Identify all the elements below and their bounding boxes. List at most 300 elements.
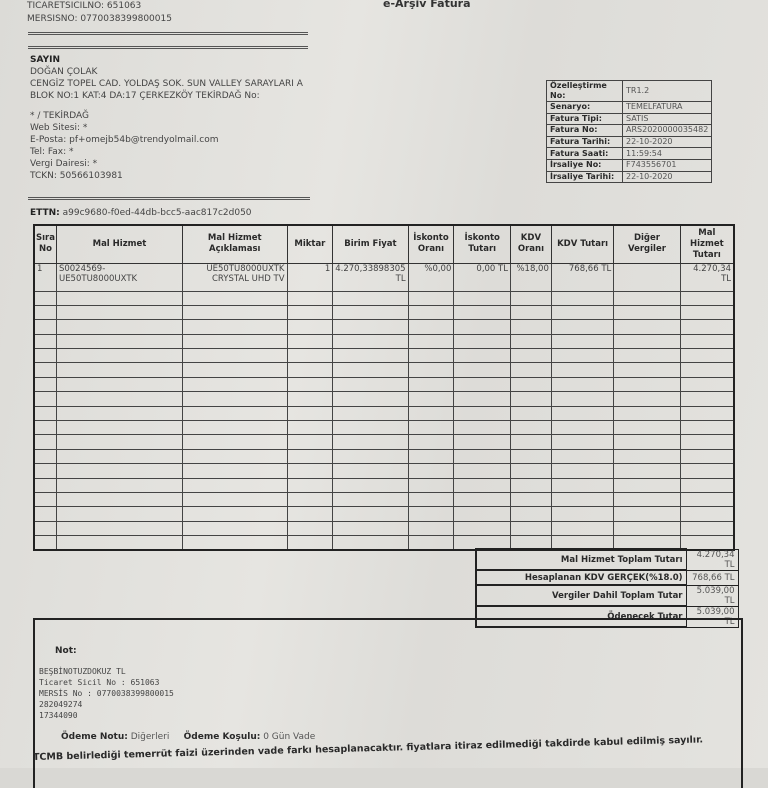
empty-cell <box>680 349 734 363</box>
empty-cell <box>510 492 551 506</box>
document-title: e-Arşiv Fatura <box>383 0 471 10</box>
empty-cell <box>551 521 613 535</box>
empty-cell <box>551 435 613 449</box>
note-line: MERSİS No : 0770038399800015 <box>39 689 174 698</box>
empty-cell <box>551 305 613 319</box>
greeting: SAYIN <box>30 55 60 65</box>
empty-cell <box>510 421 551 435</box>
empty-cell <box>614 349 680 363</box>
payment-term-label: Ödeme Koşulu: <box>183 732 261 742</box>
empty-cell <box>333 377 408 391</box>
empty-cell <box>614 406 680 420</box>
empty-cell <box>287 305 333 319</box>
empty-cell <box>333 392 408 406</box>
empty-cell <box>183 305 288 319</box>
customer-name: DOĞAN ÇOLAK <box>30 67 98 77</box>
ettn <box>30 207 252 219</box>
trade-registry-no: TICARETSICILNO: 651063 <box>27 1 142 11</box>
empty-cell <box>34 507 56 521</box>
empty-cell <box>333 435 408 449</box>
empty-cell <box>454 478 511 492</box>
empty-cell <box>287 363 333 377</box>
empty-cell <box>551 363 613 377</box>
empty-cell <box>680 492 734 506</box>
empty-cell <box>510 449 551 463</box>
empty-cell <box>183 478 288 492</box>
info-label: Fatura No: <box>547 125 623 137</box>
empty-row <box>34 464 734 478</box>
empty-cell <box>333 334 408 348</box>
info-label: Fatura Tarihi: <box>547 136 623 148</box>
table-cell <box>614 263 680 291</box>
empty-cell <box>183 291 288 305</box>
empty-row <box>34 377 734 391</box>
footer-line-1: TCMB belirlediği temerrüt faizi üzerinden vade farkı hesaplanacaktır. <box>32 742 404 763</box>
footer-line-2: fiyatlara itiraz edilmediği takdirde kabul edilmiş sayılır. <box>406 734 704 754</box>
empty-cell <box>408 435 454 449</box>
empty-row <box>34 449 734 463</box>
empty-cell <box>551 334 613 348</box>
empty-cell <box>34 334 56 348</box>
empty-row <box>34 334 734 348</box>
empty-row <box>34 435 734 449</box>
empty-cell <box>56 536 182 550</box>
empty-cell <box>454 449 511 463</box>
empty-cell <box>510 320 551 334</box>
table-cell: 1 <box>287 263 333 291</box>
empty-cell <box>680 478 734 492</box>
empty-cell <box>510 521 551 535</box>
empty-cell <box>680 363 734 377</box>
empty-cell <box>551 507 613 521</box>
empty-cell <box>614 464 680 478</box>
empty-cell <box>34 406 56 420</box>
column-header: Diğer Vergiler <box>614 225 680 263</box>
empty-cell <box>614 363 680 377</box>
empty-row <box>34 291 734 305</box>
empty-cell <box>680 291 734 305</box>
empty-cell <box>287 392 333 406</box>
info-label: Fatura Saati: <box>547 148 623 160</box>
empty-row <box>34 406 734 420</box>
empty-cell <box>614 320 680 334</box>
empty-cell <box>408 464 454 478</box>
empty-cell <box>56 291 182 305</box>
note-lines <box>39 666 174 721</box>
empty-cell <box>333 291 408 305</box>
empty-cell <box>680 377 734 391</box>
divider <box>28 46 308 49</box>
empty-cell <box>510 349 551 363</box>
empty-cell <box>287 521 333 535</box>
table-cell: S0024569-UE50TU8000UXTK <box>56 263 182 291</box>
empty-cell <box>408 536 454 550</box>
empty-row <box>34 320 734 334</box>
empty-row <box>34 305 734 319</box>
empty-cell <box>408 406 454 420</box>
empty-cell <box>408 377 454 391</box>
empty-cell <box>183 521 288 535</box>
mersis-no: MERSISNO: 0770038399800015 <box>27 14 172 24</box>
divider <box>28 32 308 35</box>
empty-cell <box>680 392 734 406</box>
empty-cell <box>408 291 454 305</box>
empty-cell <box>551 492 613 506</box>
empty-cell <box>454 492 511 506</box>
empty-cell <box>56 320 182 334</box>
empty-cell <box>287 406 333 420</box>
empty-cell <box>454 507 511 521</box>
empty-cell <box>56 478 182 492</box>
info-value: SATIS <box>623 113 712 125</box>
empty-cell <box>680 334 734 348</box>
total-row <box>476 570 738 585</box>
empty-cell <box>454 435 511 449</box>
empty-cell <box>614 392 680 406</box>
empty-cell <box>183 492 288 506</box>
tel-fax: Tel: Fax: * <box>30 147 74 157</box>
empty-cell <box>614 305 680 319</box>
empty-cell <box>333 521 408 535</box>
info-row <box>547 102 712 114</box>
empty-cell <box>287 435 333 449</box>
empty-row <box>34 521 734 535</box>
info-row <box>547 125 712 137</box>
empty-cell <box>614 421 680 435</box>
table-cell: %0,00 <box>408 263 454 291</box>
empty-cell <box>287 449 333 463</box>
empty-cell <box>56 349 182 363</box>
empty-cell <box>183 449 288 463</box>
empty-cell <box>680 421 734 435</box>
empty-cell <box>333 507 408 521</box>
empty-row <box>34 478 734 492</box>
empty-cell <box>614 449 680 463</box>
empty-row <box>34 421 734 435</box>
info-label: Özelleştirme No: <box>547 81 623 102</box>
empty-cell <box>454 291 511 305</box>
empty-cell <box>551 421 613 435</box>
empty-cell <box>56 377 182 391</box>
empty-cell <box>510 291 551 305</box>
empty-cell <box>183 406 288 420</box>
address-line-1: CENGİZ TOPEL CAD. YOLDAŞ SOK. SUN VALLEY SARAYLARI A <box>30 79 303 89</box>
total-label: Vergiler Dahil Toplam Tutar <box>476 585 686 606</box>
info-row <box>547 136 712 148</box>
empty-cell <box>56 464 182 478</box>
note-label: Not: <box>55 646 77 656</box>
info-value: F743556701 <box>623 159 712 171</box>
info-value: 22-10-2020 <box>623 171 712 183</box>
empty-cell <box>510 334 551 348</box>
empty-cell <box>183 536 288 550</box>
total-label: Ödenecek Tutar <box>476 606 686 627</box>
empty-cell <box>408 492 454 506</box>
empty-cell <box>34 478 56 492</box>
empty-cell <box>34 291 56 305</box>
column-header: İskonto Oranı <box>408 225 454 263</box>
empty-cell <box>34 464 56 478</box>
tckn: TCKN: 50566103981 <box>30 171 123 181</box>
empty-cell <box>510 305 551 319</box>
empty-cell <box>287 334 333 348</box>
column-header: İskonto Tutarı <box>454 225 511 263</box>
empty-cell <box>408 449 454 463</box>
column-header: Mal Hizmet Açıklaması <box>183 225 288 263</box>
notes-box <box>33 618 743 788</box>
empty-cell <box>408 421 454 435</box>
customer-block <box>30 54 303 182</box>
ettn-value: a99c9680-f0ed-44db-bcc5-aac817c2d050 <box>62 208 252 218</box>
empty-cell <box>333 478 408 492</box>
empty-cell <box>408 334 454 348</box>
empty-cell <box>183 464 288 478</box>
note-line: 17344090 <box>39 711 78 720</box>
empty-cell <box>333 492 408 506</box>
table-cell: 0,00 TL <box>454 263 511 291</box>
payment-note-label: Ödeme Notu: <box>61 732 128 742</box>
total-value: 5.039,00 TL <box>686 585 738 606</box>
empty-cell <box>680 464 734 478</box>
empty-cell <box>34 320 56 334</box>
empty-cell <box>551 406 613 420</box>
empty-row <box>34 392 734 406</box>
column-header: Mal Hizmet <box>56 225 182 263</box>
empty-cell <box>183 421 288 435</box>
info-row <box>547 81 712 102</box>
empty-cell <box>408 305 454 319</box>
empty-cell <box>680 521 734 535</box>
empty-cell <box>333 406 408 420</box>
empty-cell <box>510 464 551 478</box>
info-label: İrsaliye Tarihi: <box>547 171 623 183</box>
note-line: Ticaret Sicil No : 651063 <box>39 678 160 687</box>
empty-cell <box>287 320 333 334</box>
empty-cell <box>454 320 511 334</box>
empty-cell <box>287 291 333 305</box>
column-header: Miktar <box>287 225 333 263</box>
empty-cell <box>34 305 56 319</box>
empty-cell <box>56 334 182 348</box>
empty-cell <box>680 320 734 334</box>
empty-cell <box>551 464 613 478</box>
empty-cell <box>680 507 734 521</box>
empty-cell <box>454 363 511 377</box>
empty-cell <box>56 392 182 406</box>
info-value: 11:59:54 <box>623 148 712 160</box>
empty-cell <box>614 478 680 492</box>
empty-cell <box>454 464 511 478</box>
empty-row <box>34 363 734 377</box>
note-line: 282049274 <box>39 700 83 709</box>
empty-cell <box>34 521 56 535</box>
payment-term: 0 Gün Vade <box>263 732 316 742</box>
empty-cell <box>510 478 551 492</box>
note-line: BEŞBİNOTUZDOKUZ TL <box>39 667 126 676</box>
empty-cell <box>56 435 182 449</box>
empty-cell <box>551 478 613 492</box>
empty-cell <box>510 507 551 521</box>
empty-cell <box>34 349 56 363</box>
ettn-label: ETTN: <box>30 208 60 218</box>
empty-cell <box>287 421 333 435</box>
empty-cell <box>510 392 551 406</box>
divider <box>28 197 310 200</box>
empty-cell <box>56 363 182 377</box>
empty-cell <box>614 521 680 535</box>
empty-cell <box>551 449 613 463</box>
empty-cell <box>56 305 182 319</box>
column-header: KDV Tutarı <box>551 225 613 263</box>
empty-cell <box>287 507 333 521</box>
empty-cell <box>454 392 511 406</box>
empty-cell <box>333 363 408 377</box>
table-row <box>34 263 734 291</box>
info-label: Fatura Tipi: <box>547 113 623 125</box>
empty-cell <box>614 435 680 449</box>
empty-cell <box>183 435 288 449</box>
empty-row <box>34 507 734 521</box>
empty-cell <box>454 349 511 363</box>
column-header: Birim Fiyat <box>333 225 408 263</box>
empty-cell <box>34 421 56 435</box>
empty-cell <box>287 478 333 492</box>
empty-cell <box>56 492 182 506</box>
empty-cell <box>183 363 288 377</box>
empty-cell <box>408 349 454 363</box>
empty-cell <box>287 377 333 391</box>
empty-cell <box>551 377 613 391</box>
empty-row <box>34 492 734 506</box>
info-value: TEMELFATURA <box>623 102 712 114</box>
info-value: TR1.2 <box>623 81 712 102</box>
info-value: 22-10-2020 <box>623 136 712 148</box>
tax-office: Vergi Dairesi: * <box>30 159 98 169</box>
total-value: 4.270,34 TL <box>686 549 738 570</box>
payment-note: Diğerleri <box>130 732 170 742</box>
total-value: 5.039,00 TL <box>686 606 738 627</box>
empty-cell <box>454 521 511 535</box>
total-row <box>476 549 738 570</box>
empty-cell <box>408 320 454 334</box>
address-line-2: BLOK NO:1 KAT:4 DA:17 ÇERKEZKÖY TEKİRDAĞ No: <box>30 91 260 101</box>
city: * / TEKİRDAĞ <box>30 111 89 121</box>
empty-cell <box>333 320 408 334</box>
email: E-Posta: pf+omejb54b@trendyolmail.com <box>30 135 219 145</box>
info-label: İrsaliye No: <box>547 159 623 171</box>
items-table <box>33 224 735 551</box>
empty-cell <box>287 349 333 363</box>
empty-cell <box>454 377 511 391</box>
empty-cell <box>408 507 454 521</box>
empty-cell <box>454 334 511 348</box>
empty-cell <box>680 305 734 319</box>
empty-cell <box>408 478 454 492</box>
total-value: 768,66 TL <box>686 570 738 585</box>
empty-cell <box>183 392 288 406</box>
info-row <box>547 113 712 125</box>
empty-row <box>34 349 734 363</box>
table-cell: 4.270,33898305 TL <box>333 263 408 291</box>
empty-cell <box>614 291 680 305</box>
empty-cell <box>183 377 288 391</box>
empty-cell <box>56 406 182 420</box>
empty-cell <box>34 536 56 550</box>
empty-cell <box>333 349 408 363</box>
empty-cell <box>408 363 454 377</box>
empty-cell <box>510 377 551 391</box>
empty-cell <box>56 521 182 535</box>
empty-cell <box>680 435 734 449</box>
empty-cell <box>614 492 680 506</box>
table-cell: 4.270,34 TL <box>680 263 734 291</box>
empty-cell <box>454 421 511 435</box>
website: Web Sitesi: * <box>30 123 88 133</box>
table-cell: UE50TU8000UXTK CRYSTAL UHD TV <box>183 263 288 291</box>
total-label: Mal Hizmet Toplam Tutarı <box>476 549 686 570</box>
column-header: KDV Oranı <box>510 225 551 263</box>
empty-cell <box>183 320 288 334</box>
info-row <box>547 159 712 171</box>
empty-cell <box>551 349 613 363</box>
info-row <box>547 171 712 183</box>
empty-cell <box>680 449 734 463</box>
total-row <box>476 585 738 606</box>
empty-cell <box>34 363 56 377</box>
empty-cell <box>408 521 454 535</box>
table-cell: 1 <box>34 263 56 291</box>
empty-cell <box>614 377 680 391</box>
empty-cell <box>56 421 182 435</box>
empty-cell <box>510 406 551 420</box>
empty-cell <box>333 449 408 463</box>
empty-cell <box>333 464 408 478</box>
empty-cell <box>454 406 511 420</box>
column-header: Mal Hizmet Tutarı <box>680 225 734 263</box>
empty-cell <box>34 492 56 506</box>
empty-cell <box>614 334 680 348</box>
empty-cell <box>56 449 182 463</box>
empty-cell <box>34 392 56 406</box>
invoice-info-table <box>546 80 712 183</box>
empty-cell <box>34 377 56 391</box>
empty-cell <box>34 435 56 449</box>
table-cell: 768,66 TL <box>551 263 613 291</box>
empty-cell <box>551 392 613 406</box>
info-label: Senaryo: <box>547 102 623 114</box>
empty-cell <box>183 349 288 363</box>
empty-cell <box>333 305 408 319</box>
empty-cell <box>333 536 408 550</box>
empty-cell <box>510 435 551 449</box>
info-value: ARS2020000035482 <box>623 125 712 137</box>
payment-info <box>61 732 315 742</box>
empty-cell <box>183 334 288 348</box>
empty-cell <box>454 305 511 319</box>
totals-table <box>475 548 739 628</box>
empty-cell <box>551 291 613 305</box>
empty-cell <box>287 464 333 478</box>
table-cell: %18,00 <box>510 263 551 291</box>
empty-cell <box>183 507 288 521</box>
empty-cell <box>680 406 734 420</box>
empty-cell <box>34 449 56 463</box>
empty-cell <box>408 392 454 406</box>
empty-cell <box>287 536 333 550</box>
empty-cell <box>56 507 182 521</box>
empty-cell <box>551 320 613 334</box>
total-label: Hesaplanan KDV GERÇEK(%18.0) <box>476 570 686 585</box>
